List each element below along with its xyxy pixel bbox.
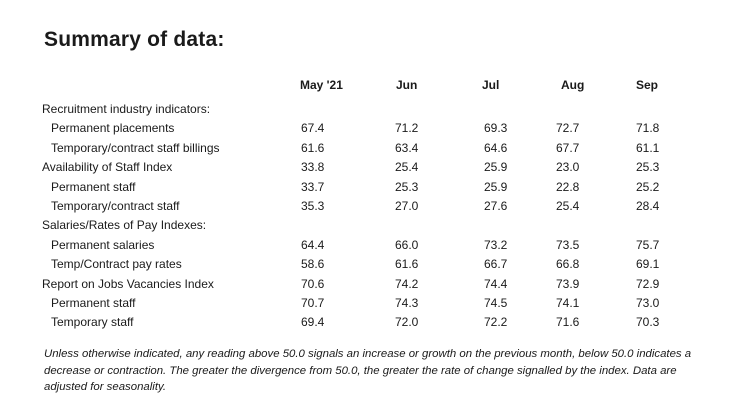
cell-value: 25.4: [556, 199, 580, 214]
cell-value: 23.0: [556, 160, 580, 175]
row-label: Recruitment industry indicators:: [42, 102, 211, 116]
summary-table-container: [42, 74, 692, 333]
row-label: Temp/Contract pay rates: [51, 257, 182, 272]
cell-value: [297, 100, 376, 119]
row-label: Permanent staff: [51, 179, 136, 194]
cell-value: 74.5: [484, 296, 508, 311]
footnote: Unless otherwise indicated, any reading above 50.0 signals an increase or growth on the previous month, below 50.0 indicates a decrease or contraction. The greater the divergence from 50.0, the greater the rate of change signalled by the index. Data are adjusted for seasonality.: [44, 348, 692, 393]
cell-value: 72.2: [484, 315, 508, 330]
row-label: Permanent staff: [51, 296, 136, 311]
summary-table: [42, 74, 692, 333]
cell-value: [297, 216, 376, 235]
column-header: May '21: [300, 78, 343, 92]
row-label: Salaries/Rates of Pay Indexes:: [42, 218, 207, 233]
cell-value: 70.7: [301, 296, 325, 311]
table-row: [42, 197, 692, 216]
cell-value: 74.2: [395, 276, 419, 291]
cell-value: 25.9: [484, 179, 508, 194]
cell-value: 58.6: [301, 257, 325, 272]
table-row: [42, 255, 692, 274]
cell-value: 71.8: [636, 121, 660, 136]
cell-value: 71.6: [556, 315, 580, 330]
cell-value: 74.3: [395, 296, 419, 311]
cell-value: 69.3: [484, 121, 508, 136]
cell-value: 28.4: [636, 199, 660, 214]
cell-value: 75.7: [636, 237, 660, 252]
cell-value: 33.7: [301, 179, 325, 194]
row-label: Permanent salaries: [51, 237, 155, 252]
table-body: [42, 100, 692, 333]
cell-value: 74.1: [556, 296, 580, 311]
cell-value: 61.6: [395, 257, 419, 272]
table-row: [42, 216, 692, 235]
cell-value: [534, 100, 613, 119]
cell-value: 64.6: [484, 140, 508, 155]
table-row: [42, 158, 692, 177]
cell-value: [613, 100, 692, 119]
cell-value: 72.0: [395, 315, 419, 330]
column-header: Jul: [482, 78, 500, 92]
header-row: [42, 74, 692, 100]
cell-value: 66.8: [556, 257, 580, 272]
cell-value: 71.2: [395, 121, 419, 136]
cell-value: [534, 216, 613, 235]
cell-value: 66.7: [484, 257, 508, 272]
cell-value: 73.5: [556, 237, 580, 252]
cell-value: 67.4: [301, 121, 325, 136]
cell-value: 69.4: [301, 315, 325, 330]
header-label-blank: [42, 74, 297, 100]
column-header: Jun: [396, 78, 418, 92]
cell-value: 74.4: [484, 276, 508, 291]
cell-value: 27.6: [484, 199, 508, 214]
cell-value: 33.8: [301, 160, 325, 175]
cell-value: 64.4: [301, 237, 325, 252]
row-label: Temporary staff: [51, 315, 134, 330]
row-label: Availability of Staff Index: [42, 160, 173, 175]
table-row: [42, 294, 692, 313]
cell-value: 25.4: [395, 160, 419, 175]
cell-value: 27.0: [395, 199, 419, 214]
cell-value: 67.7: [556, 140, 580, 155]
cell-value: 73.0: [636, 296, 660, 311]
cell-value: [455, 216, 534, 235]
cell-value: 73.9: [556, 276, 580, 291]
cell-value: 25.3: [395, 179, 419, 194]
cell-value: 72.9: [636, 276, 660, 291]
page-title: Summary of data:: [44, 28, 225, 51]
cell-value: 70.6: [301, 276, 325, 291]
table-row: [42, 119, 692, 138]
cell-value: [376, 100, 455, 119]
row-label: Temporary/contract staff: [51, 199, 180, 214]
cell-value: 61.6: [301, 140, 325, 155]
cell-value: [455, 100, 534, 119]
column-header: Sep: [636, 78, 659, 92]
cell-value: 66.0: [395, 237, 419, 252]
table-row: [42, 100, 692, 119]
row-label: Report on Jobs Vacancies Index: [42, 276, 214, 291]
column-header: Aug: [561, 78, 585, 92]
cell-value: 73.2: [484, 237, 508, 252]
cell-value: 70.3: [636, 315, 660, 330]
cell-value: [376, 216, 455, 235]
cell-value: 63.4: [395, 140, 419, 155]
cell-value: [613, 216, 692, 235]
cell-value: 72.7: [556, 121, 580, 136]
cell-value: 25.3: [636, 160, 660, 175]
table-row: [42, 139, 692, 158]
table-row: [42, 275, 692, 294]
row-label: Permanent placements: [51, 121, 175, 136]
cell-value: 61.1: [636, 140, 660, 155]
cell-value: 69.1: [636, 257, 660, 272]
table-row: [42, 178, 692, 197]
cell-value: 25.9: [484, 160, 508, 175]
cell-value: 35.3: [301, 199, 325, 214]
row-label: Temporary/contract staff billings: [51, 140, 220, 155]
table-row: [42, 313, 692, 332]
cell-value: 25.2: [636, 179, 660, 194]
cell-value: 22.8: [556, 179, 580, 194]
table-row: [42, 236, 692, 255]
